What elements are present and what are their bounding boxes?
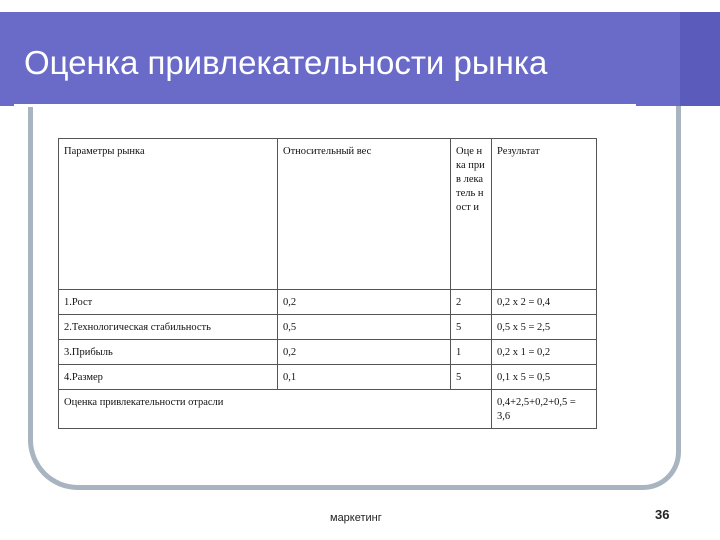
header-cell: Относительный вес: [278, 139, 451, 290]
title-bar-corner: [680, 12, 720, 106]
table-cell: 0,5: [278, 315, 451, 340]
table-cell: 3.Прибыль: [59, 340, 278, 365]
table-cell: 0,5 х 5 = 2,5: [492, 315, 597, 340]
total-label: Оценка привлекательности отрасли: [59, 390, 492, 429]
table-cell: 2.Технологическая стабильность: [59, 315, 278, 340]
table-row: [59, 365, 597, 390]
table-cell: 1: [451, 340, 492, 365]
total-value: 0,4+2,5+0,2+0,5 = 3,6: [492, 390, 597, 429]
table-cell: 1.Рост: [59, 290, 278, 315]
table-cell: 4.Размер: [59, 365, 278, 390]
attractiveness-table: [58, 138, 597, 429]
table-cell: 0,2 х 2 = 0,4: [492, 290, 597, 315]
table-cell: 0,2: [278, 290, 451, 315]
slide-title: Оценка привлекательности рынка: [24, 44, 548, 81]
table-cell: 5: [451, 365, 492, 390]
table-row: [59, 340, 597, 365]
table-row: [59, 315, 597, 340]
table-cell: 5: [451, 315, 492, 340]
table-cell: 0,2: [278, 340, 451, 365]
table-row: [59, 290, 597, 315]
total-row: [59, 390, 597, 429]
table-cell: 0,2 х 1 = 0,2: [492, 340, 597, 365]
header-cell: Оце нка прив лека тель ност и: [451, 139, 492, 290]
table-cell: 0,1 х 5 = 0,5: [492, 365, 597, 390]
header-cell: Параметры рынка: [59, 139, 278, 290]
table-cell: 2: [451, 290, 492, 315]
header-cell: Результат: [492, 139, 597, 290]
table-header-row: [59, 139, 597, 290]
title-underline: [14, 104, 636, 107]
footer-text: маркетинг: [330, 512, 382, 524]
title-bar: [0, 12, 720, 106]
page-number: 36: [655, 507, 670, 522]
table-cell: 0,1: [278, 365, 451, 390]
